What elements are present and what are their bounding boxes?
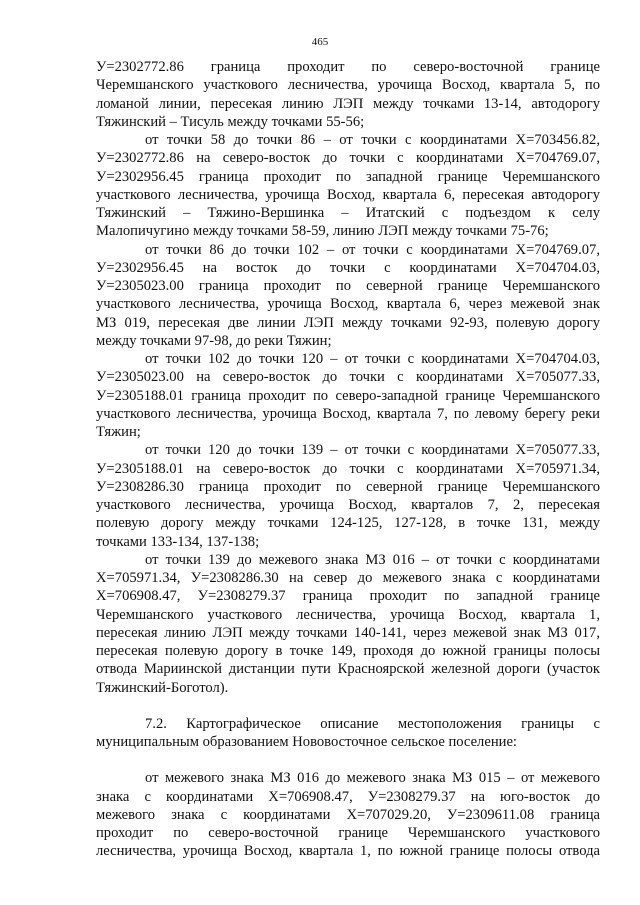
text-section: [96, 769, 600, 860]
text-line: участкового лесничества, урочища Восход, кварталов 7, 2, пересекая: [96, 497, 600, 513]
text-line: У=2302956.45 на восток до точки с координатами Х=704704.03,: [96, 259, 600, 276]
text-line: от точки 58 до точки 86 – от точки с координатами Х=703456.82,: [145, 132, 600, 148]
text-section: [96, 715, 600, 752]
text-line: муниципальным образованием Нововосточное сельское поселение:: [96, 734, 517, 750]
text-line: от точки 139 до межевого знака МЗ 016 – от точки с координатами: [145, 551, 600, 568]
text-line: лесничества, урочища Восход, квартала 1, по южной границе полосы отвода: [96, 843, 600, 860]
page-number: 465: [311, 36, 329, 48]
text-line: участкового лесничества, урочища Восход, квартала 6, через межевой знак: [96, 296, 600, 313]
text-line: 7.2. Картографическое описание местоположения границы с: [145, 715, 600, 732]
text-line: Тяжинский-Боготол).: [96, 679, 229, 696]
text-line: межевого знака с координатами Х=707029.20, У=2309611.08 граница: [96, 806, 600, 823]
text-line: У=2302772.86 на северо-восток до точки с координатами Х=704769.07,: [96, 150, 600, 167]
text-line: Черемшанского участкового лесничества, урочища Восход, квартала 5, по: [96, 77, 600, 94]
paragraph-gap: [96, 751, 600, 769]
text-line: Черемшанского участкового лесничества, урочища Восход, квартала 1,: [96, 606, 600, 623]
text-line: Х=706908.47, У=2308279.37 граница проходит по западной границе: [96, 588, 600, 605]
text-line: между точками 97-98, до реки Тяжин;: [96, 332, 332, 349]
text-line: ломаной линии, пересекая линию ЛЭП между точками 13-14, автодорогу: [96, 95, 600, 112]
text-line: У=2302772.86 граница проходит по северо-восточной границе: [96, 59, 600, 75]
text-line: отвода Мариинской дистанции пути Красноярской железной дороги (участок: [96, 661, 600, 678]
text-line: У=2308286.30 граница проходит по северной границе Черемшанского: [96, 478, 600, 495]
text-line: пересекая линию ЛЭП между точками 140-141, через межевой знак МЗ 017,: [96, 624, 600, 641]
text-line: участкового лесничества, урочища Восход, квартала 7, по левому берегу реки: [96, 405, 600, 422]
text-line: Х=705971.34, У=2308286.30 на север до межевого знака с координатами: [96, 570, 600, 586]
text-line: от межевого знака МЗ 016 до межевого знака МЗ 015 – от межевого: [145, 770, 600, 787]
text-line: точками 133-134, 137-138;: [96, 533, 260, 550]
text-line: Тяжин;: [96, 424, 141, 440]
text-line: Тяжинский – Тисуль между точками 55-56;: [96, 113, 365, 130]
text-line: У=2302956.45 граница проходит по западной границе Черемшанского: [96, 168, 600, 185]
text-line: пересекая полевую дорогу в точке 149, проходя до южной границы полосы: [96, 643, 600, 659]
text-line: от точки 86 до точки 102 – от точки с координатами Х=704769.07,: [145, 241, 600, 258]
text-line: от точки 120 до точки 139 – от точки с координатами Х=705077.33,: [145, 442, 600, 459]
text-line: проходит по северо-восточной границе Черемшанского участкового: [96, 825, 600, 841]
text-line: У=2305188.01 граница проходит по северо-западной границе Черемшанского: [96, 387, 600, 404]
text-line: У=2305188.01 на северо-восток до точки с координатами Х=705971.34,: [96, 460, 600, 477]
paragraph-gap: [96, 697, 600, 715]
text-section: [96, 58, 600, 697]
text-line: знака с координатами Х=706908.47, У=2308279.37 на юго-восток до: [96, 788, 600, 805]
text-line: У=2305023.00 на северо-восток до точки с координатами Х=705077.33,: [96, 369, 600, 386]
text-line: Тяжинский – Тяжино-Вершинка – Итатский с подъездом к селу: [96, 205, 600, 221]
text-line: МЗ 019, пересекая две линии ЛЭП между точками 92-93, полевую дорогу: [96, 314, 600, 331]
text-line: участкового лесничества, урочища Восход, квартала 6, пересекая автодорогу: [96, 186, 600, 203]
text-line: Малопичугино между точками 58-59, линию ЛЭП между точками 75-76;: [96, 223, 549, 240]
text-line: полевую дорогу между точками 124-125, 127-128, в точке 131, между: [96, 515, 600, 532]
text-line: от точки 102 до точки 120 – от точки с координатами Х=704704.03,: [145, 351, 600, 367]
text-line: У=2305023.00 граница проходит по северной границе Черемшанского: [96, 278, 600, 294]
document-body: [96, 58, 600, 861]
